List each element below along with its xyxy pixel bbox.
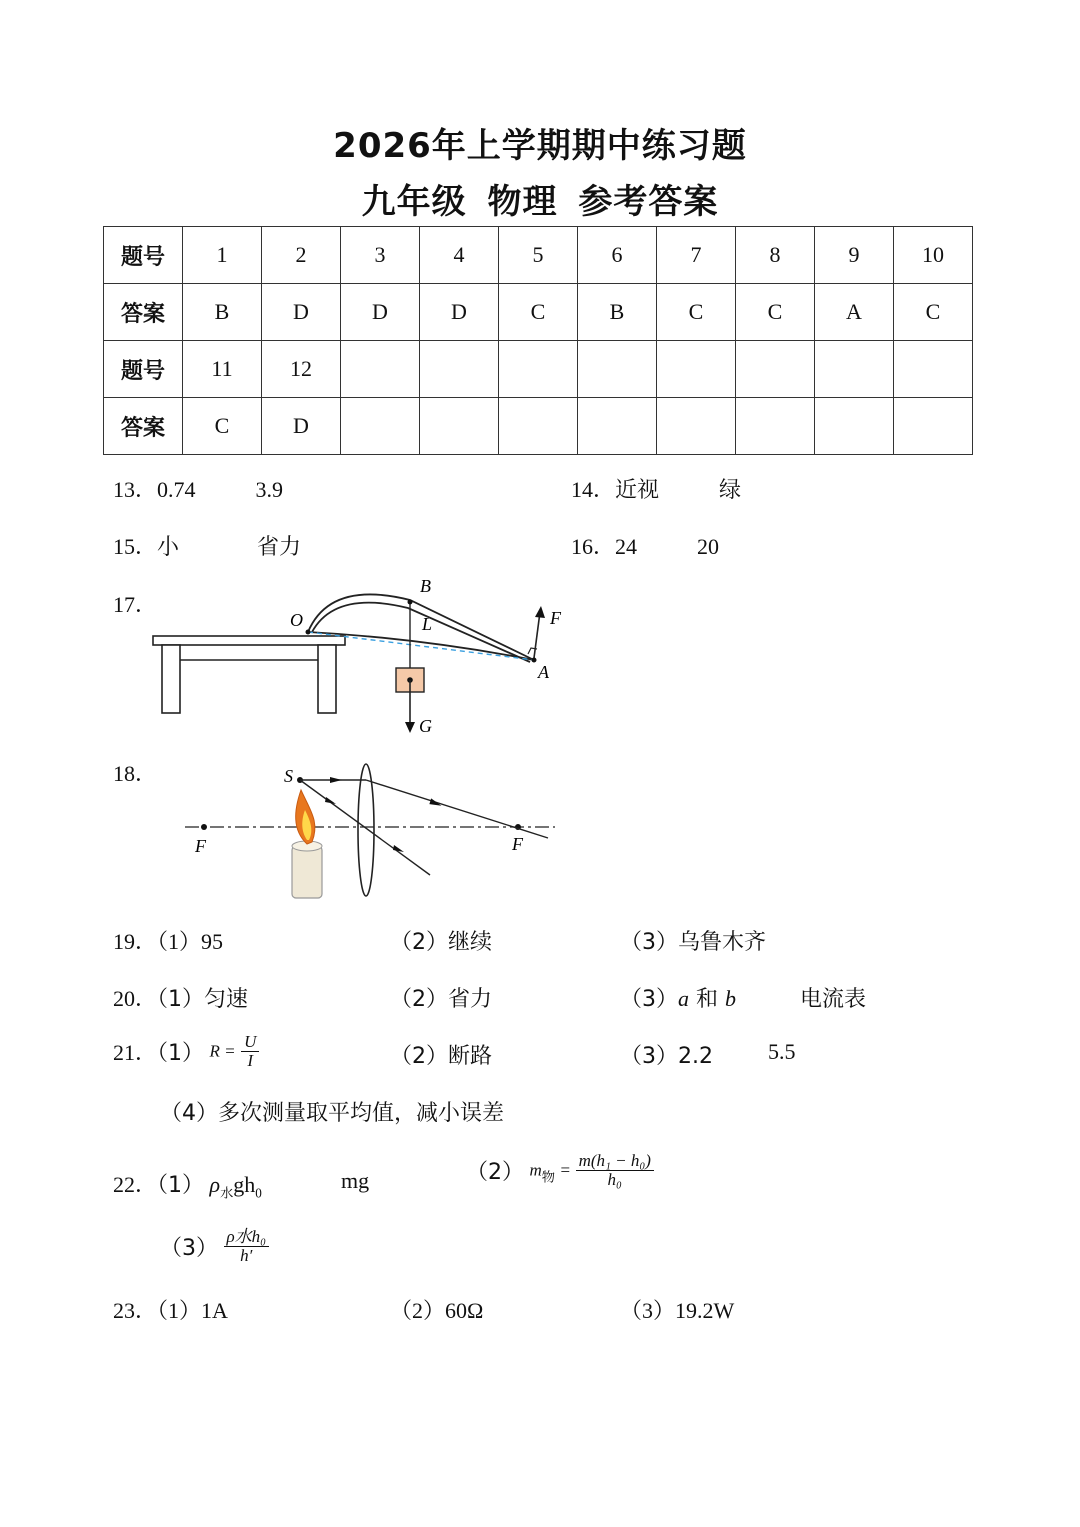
label-B: B: [420, 576, 431, 596]
answer-number-cell: [894, 341, 973, 398]
label-S: S: [284, 766, 293, 786]
ray-refracted: [366, 780, 548, 838]
row-label: 答案: [104, 398, 183, 455]
q21-formula-denominator: I: [247, 1050, 254, 1070]
q22-part2-numerator: m(h₁ − h₀): [576, 1152, 654, 1171]
answer-cell: C: [499, 284, 578, 341]
q13-line: [113, 473, 283, 504]
label-F: F: [550, 608, 561, 628]
answer-cell: C: [894, 284, 973, 341]
q20-part3-a: a: [678, 986, 689, 1011]
answer-number-cell: [420, 341, 499, 398]
q17-number: 17．: [113, 592, 158, 617]
answer-number-cell: 5: [499, 227, 578, 284]
q19-line: [113, 925, 223, 956]
q23-line: [113, 1294, 228, 1325]
q19-number: 19．: [113, 929, 158, 954]
page-subtitle: 九年级 物理 参考答案: [361, 182, 719, 222]
q15-line: [113, 530, 301, 561]
q22-part2-prefix: （2）: [466, 1159, 524, 1185]
answer-cell: D: [420, 284, 499, 341]
row-label: 题号: [104, 341, 183, 398]
answer-cell: [420, 398, 499, 455]
q21-number: 21．: [113, 1039, 158, 1065]
answer-cell: [341, 398, 420, 455]
answer-number-cell: 7: [657, 227, 736, 284]
q21-formula-numerator: U: [241, 1033, 259, 1052]
answer-number-cell: 8: [736, 227, 815, 284]
answer-cell: C: [183, 398, 262, 455]
q22-part2-equals: =: [560, 1160, 571, 1180]
answer-number-cell: 1: [183, 227, 262, 284]
q22-gh-sub: 0: [255, 1185, 262, 1201]
q20-part3-mid: 和: [689, 987, 725, 1012]
q22-part1-b: mg: [341, 1168, 370, 1193]
answer-cell: A: [815, 284, 894, 341]
answer-cell: C: [736, 284, 815, 341]
table-row: [104, 341, 973, 398]
lever-outer: [308, 594, 534, 660]
q21-part1-prefix: （1）: [157, 1040, 205, 1066]
q21-formula-lhs: R =: [209, 1041, 236, 1061]
table-leg-right: [318, 645, 336, 713]
answer-number-cell: [736, 341, 815, 398]
q21-formula-fraction: [241, 1033, 259, 1070]
q16-answer-b: 20: [697, 534, 720, 559]
answer-cell: [736, 398, 815, 455]
answer-cell: D: [341, 284, 420, 341]
label-A: A: [538, 662, 549, 682]
q13-answer-a: 0.74: [157, 477, 196, 502]
q13-number: 13．: [113, 477, 158, 502]
q20-part3-extra: 电流表: [800, 987, 867, 1012]
q20-part3-b: b: [725, 986, 736, 1011]
label-O: O: [290, 610, 303, 630]
answer-cell: C: [657, 284, 736, 341]
q22-part3-fraction: [224, 1228, 270, 1265]
q20-part3-prefix: （3）: [620, 987, 678, 1012]
q22-part3-numerator: ρ水h₀: [224, 1228, 270, 1247]
q19-part3: （3）乌鲁木齐: [620, 930, 766, 955]
q22-part3-prefix: （3）: [160, 1235, 218, 1261]
q21-part2: （2）断路: [390, 1044, 492, 1069]
q20-part1: （1）匀速: [157, 987, 249, 1012]
q23-part3: （3）19.2W: [620, 1298, 735, 1323]
q21-part3: [620, 1039, 713, 1070]
q20-line: [113, 982, 248, 1013]
q18-number: 18．: [113, 761, 158, 786]
convex-lens: [358, 764, 374, 896]
answer-cell: B: [578, 284, 657, 341]
label-F-right: F: [512, 834, 523, 854]
q22-number: 22．: [113, 1172, 158, 1197]
answer-number-cell: 11: [183, 341, 262, 398]
answer-cell: B: [183, 284, 262, 341]
q14-answer-b: 绿: [719, 478, 742, 503]
q22-rho: ρ: [209, 1172, 221, 1197]
answer-number-cell: 12: [262, 341, 341, 398]
q22-part3-denominator: h′: [240, 1245, 253, 1265]
q16-number: 16．: [571, 534, 616, 559]
answer-table: [103, 226, 973, 455]
q20-part2: （2）省力: [390, 987, 492, 1012]
q23-part2: （2）60Ω: [390, 1298, 484, 1323]
q20-part3: [620, 982, 736, 1013]
table-row: [104, 227, 973, 284]
q22-gh: gh: [233, 1172, 256, 1197]
q14-line: [571, 473, 741, 504]
q21-part4: （4）多次测量取平均值，减小误差: [160, 1101, 504, 1126]
answer-number-cell: [657, 341, 736, 398]
table-top: [153, 636, 345, 645]
row-label: 题号: [104, 227, 183, 284]
answer-number-cell: [499, 341, 578, 398]
q14-answer-a: 近视: [615, 478, 660, 503]
table-leg-left: [162, 645, 180, 713]
answer-number-cell: [578, 341, 657, 398]
q22-part2-lhs: m: [529, 1160, 542, 1180]
q21-part3-text: （3）2.2: [620, 1044, 713, 1069]
answer-number-cell: 10: [894, 227, 973, 284]
candle-body: [292, 846, 322, 898]
q19-part2: （2）继续: [390, 930, 492, 955]
q23-part1: （1）1A: [157, 1298, 228, 1323]
q21-part3-extra: 5.5: [768, 1039, 796, 1064]
row-label: 答案: [104, 284, 183, 341]
q23-number: 23．: [113, 1298, 158, 1323]
q21-line: [113, 1033, 259, 1070]
answer-number-cell: [815, 341, 894, 398]
answer-cell: D: [262, 398, 341, 455]
answer-cell: [894, 398, 973, 455]
answer-cell: [578, 398, 657, 455]
answer-number-cell: 6: [578, 227, 657, 284]
q22-part2-fraction: [576, 1152, 654, 1189]
answer-number-cell: 9: [815, 227, 894, 284]
q16-line: [571, 530, 719, 561]
answer-cell: [657, 398, 736, 455]
label-F-left: F: [195, 836, 206, 856]
q15-answer-a: 小: [157, 535, 180, 560]
q22-part2-denominator: h₀: [607, 1169, 622, 1189]
q13-answer-b: 3.9: [255, 477, 284, 502]
answer-number-cell: [341, 341, 420, 398]
answer-cell: [815, 398, 894, 455]
q20-number: 20．: [113, 986, 158, 1011]
label-L: L: [422, 614, 433, 634]
q22-part1-prefix: （1）: [157, 1173, 205, 1198]
q15-answer-b: 省力: [257, 535, 302, 560]
label-G: G: [419, 716, 432, 736]
force-arrow: [534, 612, 540, 658]
answer-number-cell: 4: [420, 227, 499, 284]
q19-part1: （1）95: [157, 929, 224, 954]
q16-answer-a: 24: [615, 534, 638, 559]
table-row: [104, 284, 973, 341]
table-row: [104, 398, 973, 455]
q22-rho-sub: 水: [220, 1186, 234, 1202]
q22-part2: [466, 1152, 654, 1189]
q22-part3: [160, 1228, 269, 1265]
q17-lever-diagram: [140, 570, 600, 740]
answer-cell: D: [262, 284, 341, 341]
q22-part2-lhs-sub: 物: [541, 1170, 555, 1186]
page-title: 2026年上学期期中练习题: [333, 126, 747, 166]
q14-number: 14．: [571, 477, 616, 502]
q22-line: [113, 1168, 262, 1201]
q15-number: 15．: [113, 534, 158, 559]
answer-number-cell: 3: [341, 227, 420, 284]
q18-lens-diagram: [180, 760, 560, 905]
answer-number-cell: 2: [262, 227, 341, 284]
answer-cell: [499, 398, 578, 455]
